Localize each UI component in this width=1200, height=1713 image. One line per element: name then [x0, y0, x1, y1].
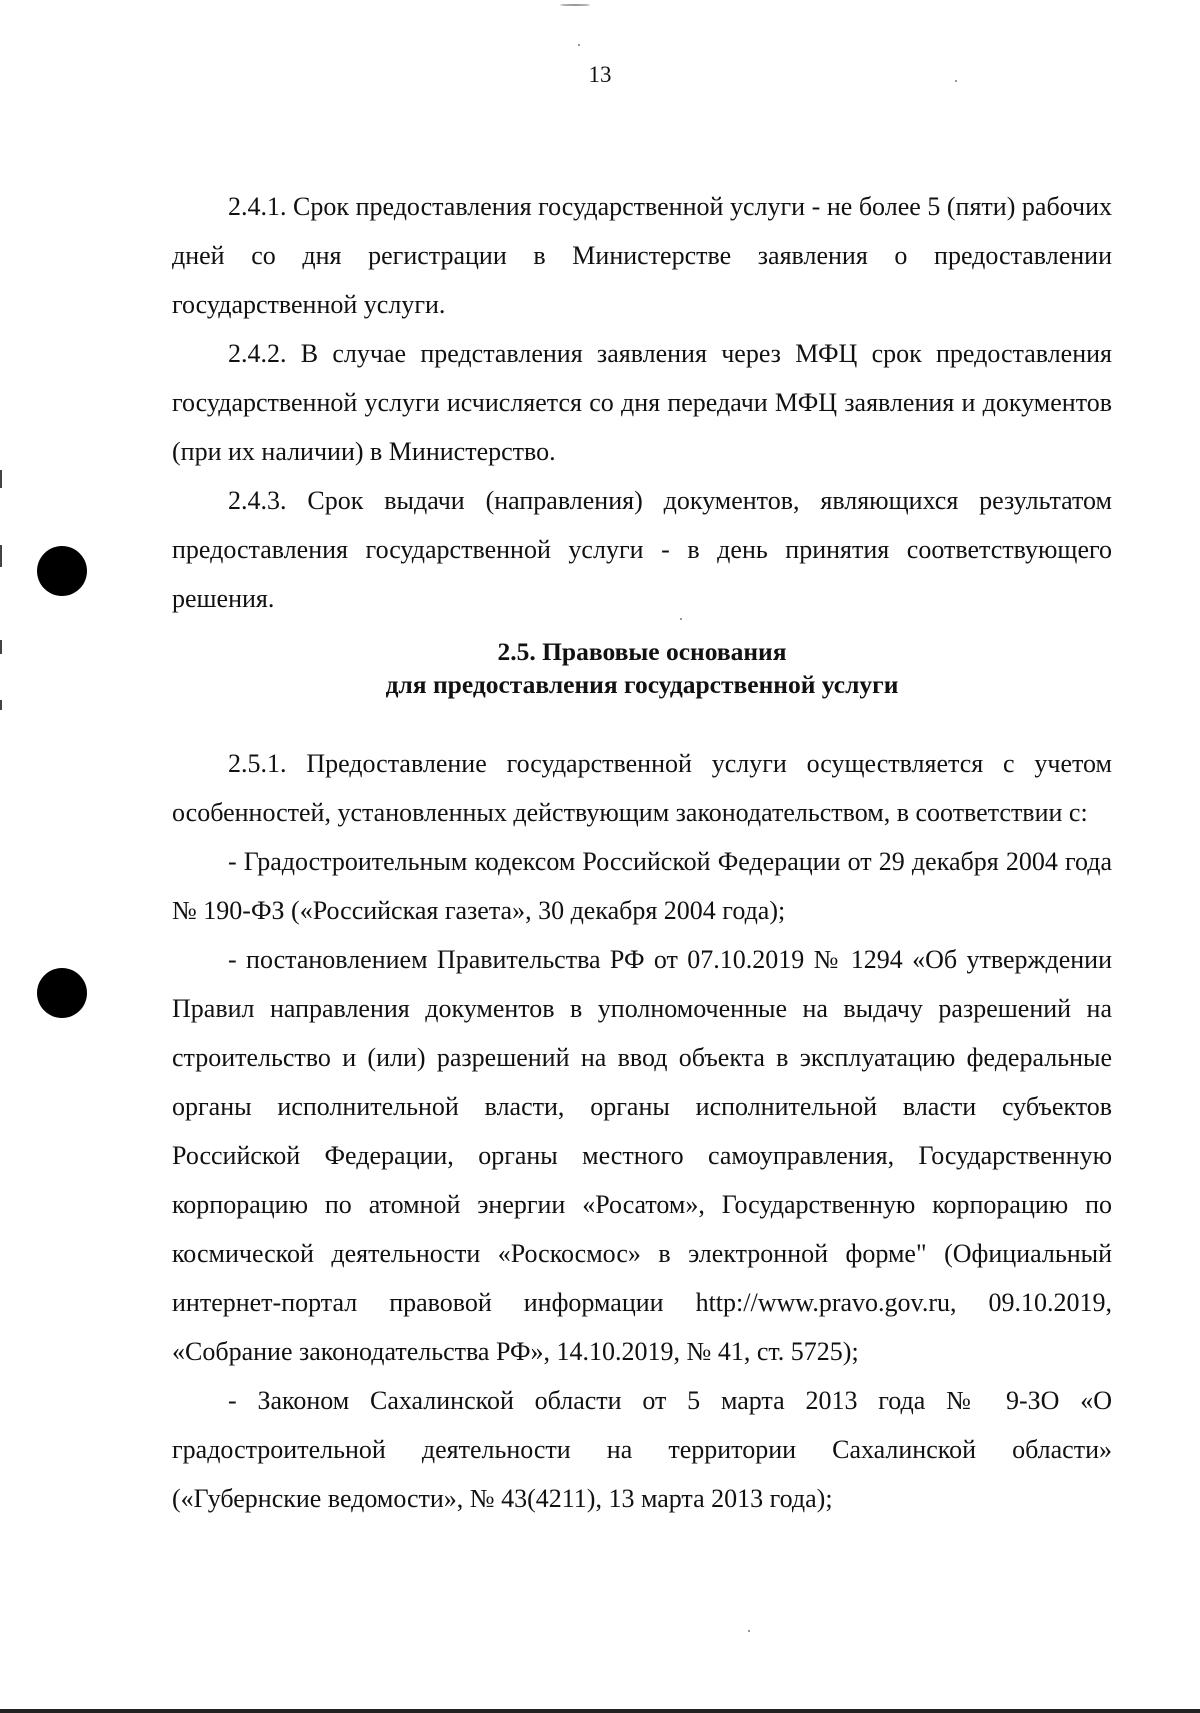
scan-speck	[748, 1630, 750, 1632]
list-item-government-decree: - постановлением Правительства РФ от 07.10.2019 № 1294 «Об утверждении Правил направления документов в уполномоченные на выдачу разрешений на строительство и (или) разрешений на ввод объекта в эксплуатацию федеральные органы исполнительной власти, органы исполнительной власти субъектов Российской Федерации, органы местного самоуправления, Государственную корпорацию по атомной энергии «Росатом», Государственную корпорацию по космической деятельности «Роскосмос» в электронной форме" (Официальный интернет-портал правовой информации http://www.pravo.gov.ru, 09.10.2019, «Собрание законодательства РФ», 14.10.2019, № 41, ст. 5725);	[172, 945, 1112, 1366]
page-number: 13	[588, 62, 612, 87]
scan-bottom-edge	[0, 1709, 1200, 1713]
scan-edge-mark	[0, 700, 2, 710]
section-heading-line-2: для предоставления государственной услуги	[385, 670, 899, 699]
paragraph-2-4-3: 2.4.3. Срок выдачи (направления) документов, являющихся результатом предоставления государственной услуги - в день принятия соответствующего решения.	[172, 486, 1112, 613]
paragraph-2-4-1: 2.4.1. Срок предоставления государственной услуги - не более 5 (пяти) рабочих дней со дня регистрации в Министерстве заявления о предоставлении государственной услуги.	[172, 192, 1112, 319]
scan-edge-mark	[0, 640, 2, 654]
section-heading-2-5	[172, 635, 1112, 701]
scan-speck	[578, 44, 580, 46]
list-item-town-planning-code: - Градостроительным кодексом Российской Федерации от 29 декабря 2004 года № 190-ФЗ («Российская газета», 30 декабря 2004 года);	[172, 847, 1112, 925]
paragraph-2-5-1: 2.5.1. Предоставление государственной услуги осуществляется с учетом особенностей, установленных действующим законодательством, в соответствии с:	[172, 749, 1112, 827]
paragraph-2-4-2: 2.4.2. В случае представления заявления через МФЦ срок предоставления государственной услуги исчисляется со дня передачи МФЦ заявления и документов (при их наличии) в Министерство.	[172, 339, 1112, 466]
punch-hole-lower	[37, 968, 87, 1018]
section-heading-line-1: 2.5. Правовые основания	[497, 637, 787, 666]
list-item-sakhalin-law: - Законом Сахалинской области от 5 марта 2013 года № 9-ЗО «О градостроительной деятельности на территории Сахалинской области» («Губернские ведомости», № 43(4211), 13 марта 2013 года);	[172, 1386, 1112, 1513]
scan-edge-mark	[0, 545, 2, 567]
document-body	[172, 182, 1112, 1523]
scan-speck	[560, 4, 590, 6]
scan-edge-mark	[0, 470, 2, 488]
punch-hole-upper	[37, 546, 87, 596]
scan-speck	[955, 80, 957, 82]
